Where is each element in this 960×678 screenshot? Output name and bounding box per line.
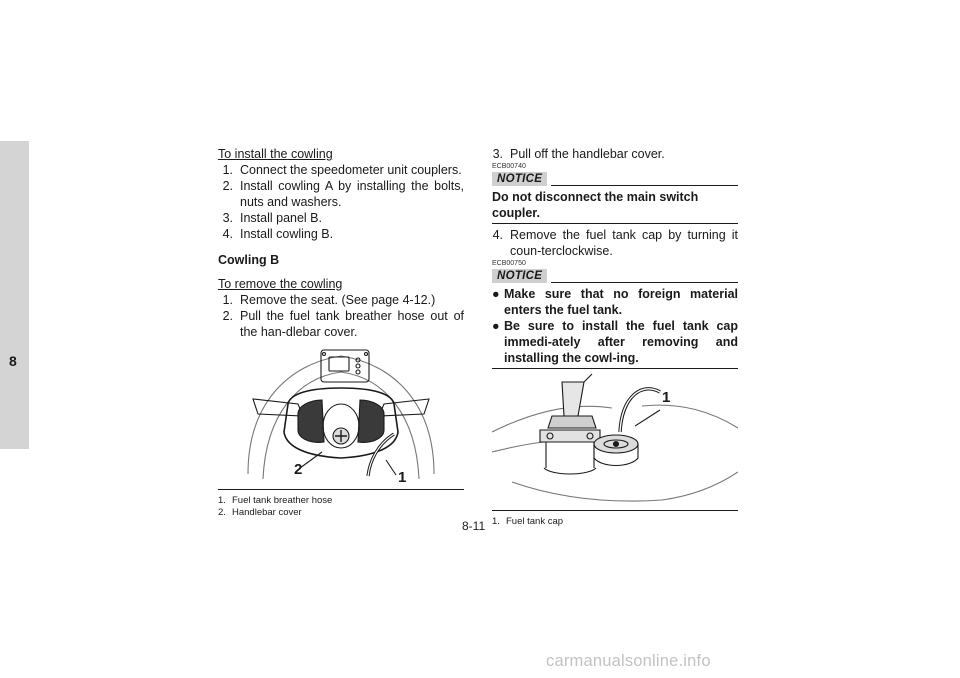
caption-item	[218, 495, 464, 507]
bullet-text: Be sure to install the fuel tank cap immedi-ately after removing and installing the cowl-ing.	[504, 319, 738, 365]
caption-text: Handlebar cover	[232, 507, 302, 518]
fuel-tank-illustration	[492, 372, 738, 510]
step-text: Remove the fuel tank cap by turning it coun-terclockwise.	[510, 228, 738, 258]
install-heading: To install the cowling	[218, 147, 333, 161]
notice-header	[492, 172, 738, 186]
step-number: 2.	[222, 309, 233, 323]
step-number: 1.	[222, 293, 233, 307]
caption-number: 1.	[492, 516, 500, 527]
bullet-icon: ●	[492, 287, 500, 301]
left-column	[218, 146, 464, 519]
notice-rule	[551, 282, 738, 283]
step-3	[492, 146, 738, 162]
install-step	[218, 210, 464, 226]
notice-label: NOTICE	[492, 172, 547, 186]
bullet-icon: ●	[492, 319, 500, 333]
section-tab	[0, 141, 29, 449]
notice-code: ECB00740	[492, 163, 526, 170]
step-text: Connect the speedometer unit couplers.	[240, 163, 462, 177]
step-number: 2.	[222, 179, 233, 193]
watermark[interactable]: carmanualsonline.info	[546, 652, 711, 670]
bullet-text: Make sure that no foreign material enters the fuel tank.	[504, 287, 738, 317]
notice-bullets	[492, 283, 738, 369]
step-number: 4.	[222, 227, 233, 241]
remove-heading: To remove the cowling	[218, 277, 343, 291]
caption-text: Fuel tank cap	[506, 516, 564, 527]
notice-label: NOTICE	[492, 269, 547, 283]
step-number: 3.	[222, 211, 233, 225]
notice-header	[492, 269, 738, 283]
step-4	[492, 227, 738, 259]
cowling-b-heading: Cowling B	[218, 253, 280, 267]
section-tab-number: 8	[9, 353, 17, 369]
fuel-tank-figure	[492, 372, 738, 511]
caption-item	[218, 507, 464, 519]
step-text: Remove the seat. (See page 4-12.)	[240, 293, 436, 307]
caption-number: 1.	[218, 495, 226, 506]
handlebar-illustration	[218, 344, 464, 489]
callout-2: 2	[294, 461, 303, 478]
page-number: 8-11	[462, 519, 486, 533]
step-number: 3.	[492, 147, 503, 161]
install-step	[218, 178, 464, 210]
notice-bullet	[492, 286, 738, 318]
step-text: Pull the fuel tank breather hose out of the han-dlebar cover.	[240, 309, 464, 339]
callout-1: 1	[662, 389, 671, 406]
notice-code: ECB00750	[492, 260, 526, 267]
step-number: 1.	[222, 163, 233, 177]
caption-item	[492, 516, 738, 528]
caption-number: 2.	[218, 507, 226, 518]
install-step	[218, 226, 464, 242]
step-text: Pull off the handlebar cover.	[510, 147, 665, 161]
right-column	[492, 146, 738, 528]
figure-caption	[492, 516, 738, 528]
figure-caption	[218, 495, 464, 519]
step-text: Install cowling A by installing the bolts, nuts and washers.	[240, 179, 464, 209]
install-step	[218, 162, 464, 178]
handlebar-figure	[218, 344, 464, 490]
remove-step	[218, 308, 464, 340]
callout-1: 1	[398, 469, 407, 486]
step-number: 4.	[492, 228, 503, 242]
step-text: Install panel B.	[240, 211, 322, 225]
caption-text: Fuel tank breather hose	[232, 495, 333, 506]
notice-bullet	[492, 318, 738, 366]
notice-text: Do not disconnect the main switch coupler.	[492, 186, 738, 224]
notice-rule	[551, 185, 738, 186]
step-text: Install cowling B.	[240, 227, 334, 241]
remove-step	[218, 292, 464, 308]
